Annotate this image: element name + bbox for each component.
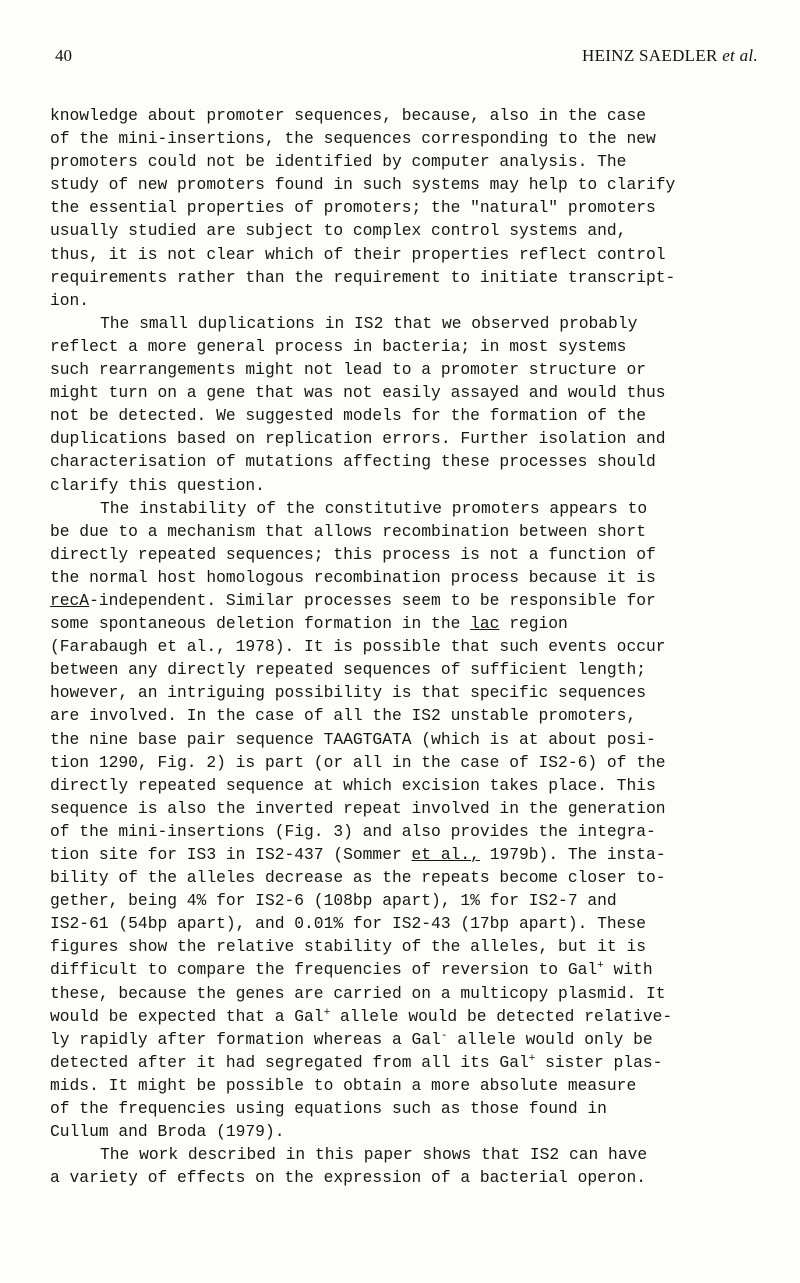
text-line [50, 1166, 770, 1189]
text-span: The small duplications in IS2 that we observed probably [100, 313, 638, 333]
text-span: are involved. In the case of all the IS2 unstable promoters, [50, 706, 637, 726]
text-span: tion 1290, Fig. 2) is part (or all in the case of IS2-6) of the [50, 752, 666, 772]
text-span: not be detected. We suggested models for the formation of the [50, 406, 646, 426]
text-line [50, 935, 770, 958]
text-line [50, 266, 770, 289]
superscript: - [440, 1029, 448, 1042]
text-span: between any directly repeated sequences of sufficient length; [50, 660, 646, 680]
text-line [50, 1097, 770, 1120]
text-span: Cullum and Broda (1979). [50, 1122, 285, 1142]
text-line [50, 728, 770, 751]
superscript: + [597, 960, 604, 973]
text-span: tion site for IS3 in IS2-437 (Sommer [50, 845, 412, 864]
text-line [50, 589, 770, 612]
text-line [50, 127, 770, 150]
text-span: the normal host homologous recombination process because it is [50, 567, 656, 587]
text-span: duplications based on replication errors. Further isolation and [50, 429, 666, 449]
text-line [50, 219, 770, 242]
text-span: the essential properties of promoters; the "natural" promoters [50, 198, 656, 218]
running-head-author: HEINZ SAEDLER [582, 46, 723, 65]
text-span: detected after it had segregated from all its Gal [50, 1052, 529, 1072]
text-span: of the mini-insertions (Fig. 3) and also provides the integra- [50, 821, 656, 841]
underlined-term: lac [470, 614, 500, 634]
text-line [50, 173, 770, 196]
text-line [50, 566, 770, 589]
text-span: clarify this question. [50, 475, 265, 495]
page-number: 40 [55, 46, 72, 65]
text-span: however, an intriguing possibility is that specific sequences [50, 683, 646, 703]
page-header [0, 46, 800, 70]
text-line [50, 958, 770, 981]
text-span: difficult to compare the frequencies of reversion to Gal [50, 960, 598, 980]
text-line [50, 889, 770, 912]
text-line [50, 843, 770, 866]
text-span: study of new promoters found in such systems may help to clarify [50, 175, 676, 195]
text-line [50, 820, 770, 843]
text-line [50, 150, 770, 173]
text-line [50, 1005, 770, 1028]
text-span: figures show the relative stability of the alleles, but it is [50, 937, 646, 957]
text-span: directly repeated sequence at which excision takes place. This [50, 775, 656, 795]
text-line [50, 520, 770, 543]
text-line [50, 681, 770, 704]
text-span: knowledge about promoter sequences, because, also in the case [50, 106, 646, 125]
text-line [50, 427, 770, 450]
text-line [50, 866, 770, 889]
text-span: ion. [50, 290, 90, 310]
text-line [50, 704, 770, 727]
text-span: of the frequencies using equations such as those found in [50, 1099, 607, 1119]
body-text [50, 104, 770, 1189]
text-span: some spontaneous deletion formation in the [50, 614, 471, 634]
text-span: characterisation of mutations affecting these processes should [50, 452, 656, 472]
paragraph-first-line [50, 497, 770, 520]
text-span: mids. It might be possible to obtain a more absolute measure [50, 1075, 637, 1095]
text-span: gether, being 4% for IS2-6 (108bp apart), 1% for IS2-7 and [50, 891, 617, 911]
text-span: -independent. Similar processes seem to be responsible for [89, 590, 656, 610]
text-line [50, 774, 770, 797]
text-line [50, 751, 770, 774]
text-line [50, 381, 770, 404]
text-line [50, 543, 770, 566]
text-line [50, 982, 770, 1005]
text-span: thus, it is not clear which of their properties reflect control [50, 244, 666, 264]
text-line [50, 912, 770, 935]
text-line [50, 335, 770, 358]
text-span: reflect a more general process in bacteria; in most systems [50, 336, 627, 356]
text-line [50, 1028, 770, 1051]
text-span: usually studied are subject to complex control systems and, [50, 221, 627, 241]
text-span: be due to a mechanism that allows recombination between short [50, 521, 646, 541]
text-span: (Farabaugh et al., 1978). It is possible that such events occur [50, 637, 666, 657]
text-line [50, 1120, 770, 1143]
running-head-etal: et al. [722, 46, 758, 65]
text-span: these, because the genes are carried on a multicopy plasmid. It [50, 983, 666, 1003]
underlined-term: et al., [411, 845, 480, 864]
running-head [582, 46, 758, 66]
text-line [50, 1074, 770, 1097]
text-line [50, 1051, 770, 1074]
text-span: bility of the alleles decrease as the repeats become closer to- [50, 868, 666, 888]
text-line [50, 243, 770, 266]
text-span: of the mini-insertions, the sequences corresponding to the new [50, 129, 656, 149]
text-span: ly rapidly after formation whereas a Gal [50, 1029, 441, 1049]
superscript: + [528, 1052, 536, 1065]
text-line [50, 450, 770, 473]
paragraph-first-line [50, 312, 770, 335]
text-span: requirements rather than the requirement to initiate transcript- [50, 267, 676, 287]
text-span: the nine base pair sequence TAAGTGATA (which is at about posi- [50, 729, 656, 749]
text-span: with [603, 960, 653, 980]
text-span: allele would be detected relative- [330, 1006, 673, 1026]
text-span: The work described in this paper shows that IS2 can have [100, 1145, 648, 1165]
text-line [50, 104, 770, 127]
text-span: a variety of effects on the expression of a bacterial operon. [50, 1168, 646, 1188]
text-span: sister plas- [535, 1052, 663, 1072]
text-line [50, 404, 770, 427]
text-line [50, 658, 770, 681]
text-span: directly repeated sequences; this process is not a function of [50, 544, 656, 564]
text-span: region [499, 614, 568, 634]
text-span: 1979b). The insta- [479, 845, 666, 864]
text-span: IS2-61 (54bp apart), and 0.01% for IS2-43 (17bp apart). These [50, 914, 646, 934]
text-line [50, 196, 770, 219]
text-span: would be expected that a Gal [50, 1006, 324, 1026]
text-line [50, 289, 770, 312]
text-line [50, 474, 770, 497]
superscript: + [323, 1006, 331, 1019]
text-line [50, 358, 770, 381]
text-line [50, 635, 770, 658]
text-span: sequence is also the inverted repeat involved in the generation [50, 798, 666, 818]
text-line [50, 612, 770, 635]
text-span: The instability of the constitutive promoters appears to [100, 498, 648, 518]
text-span: promoters could not be identified by computer analysis. The [50, 152, 627, 172]
paragraph-first-line [50, 1143, 770, 1166]
underlined-term: recA [50, 590, 90, 610]
text-span: such rearrangements might not lead to a promoter structure or [50, 360, 646, 380]
text-line [50, 797, 770, 820]
text-span: might turn on a gene that was not easily assayed and would thus [50, 383, 666, 403]
text-span: allele would only be [447, 1029, 653, 1049]
